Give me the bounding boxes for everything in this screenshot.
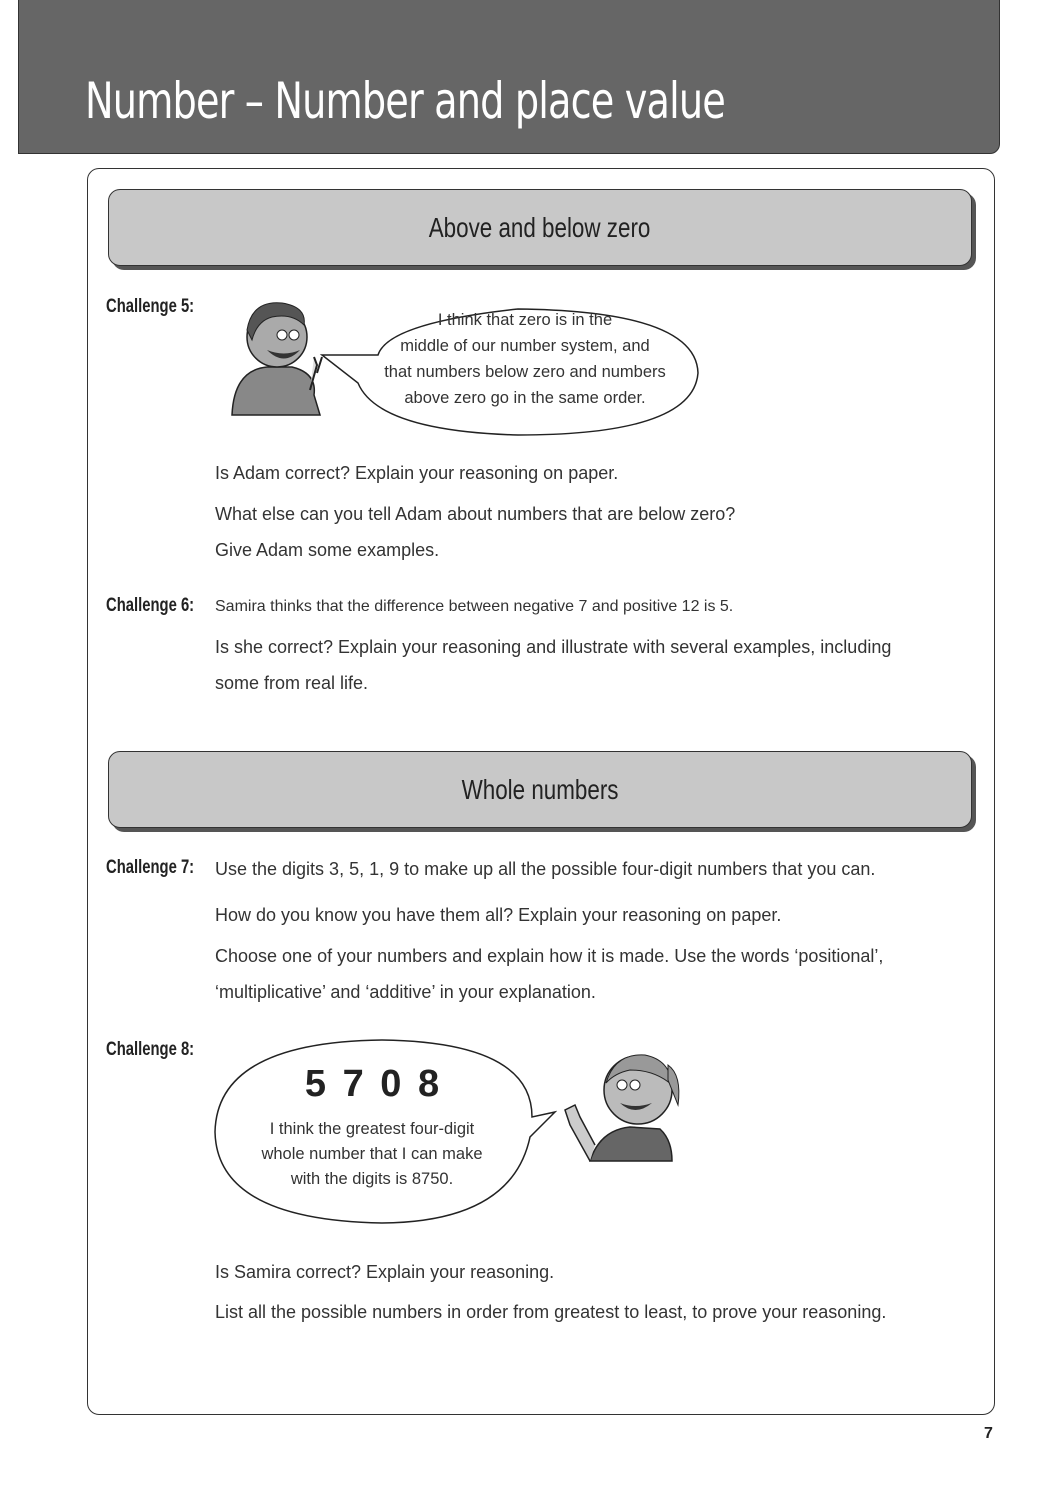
challenge-5-label: Challenge 5:	[106, 296, 195, 317]
challenge-5-question: Give Adam some examples.	[215, 540, 440, 560]
speech-line: middle of our number system, and	[400, 337, 650, 355]
section-title: Above and below zero	[429, 211, 651, 243]
speech-line: I think that zero is in the	[437, 311, 613, 329]
digit-cards: 5 7 0 8	[304, 1063, 440, 1105]
challenge-8-label: Challenge 8:	[106, 1039, 195, 1060]
page-title: Number – Number and place value	[85, 72, 725, 130]
challenge-7-label: Challenge 7:	[106, 857, 195, 878]
challenge-8-question: List all the possible numbers in order from greatest to least, to prove your reasoning.	[215, 1302, 887, 1322]
section-header-whole-numbers	[108, 751, 972, 828]
challenge-6-question: Is she correct? Explain your reasoning and illustrate with several examples, including	[215, 637, 892, 657]
speech-text-adam	[340, 307, 710, 411]
challenge-6-question: some from real life.	[215, 673, 369, 693]
challenge-7-question: ‘multiplicative’ and ‘additive’ in your explanation.	[215, 982, 596, 1002]
boy-illustration	[222, 295, 332, 417]
speech-line: with the digits is 8750.	[290, 1170, 454, 1188]
challenge-6-statement: Samira thinks that the difference between negative 7 and positive 12 is 5.	[215, 598, 734, 615]
speech-line: above zero go in the same order.	[404, 389, 646, 407]
challenge-7-question: How do you know you have them all? Explain your reasoning on paper.	[215, 905, 782, 925]
challenge-8-question: Is Samira correct? Explain your reasoning.	[215, 1262, 555, 1282]
page-number: 7	[984, 1425, 993, 1442]
challenge-6-label: Challenge 6:	[106, 595, 195, 616]
speech-line: I think the greatest four-digit	[269, 1120, 475, 1138]
challenge-5-question: Is Adam correct? Explain your reasoning on paper.	[215, 463, 619, 483]
section-header-above-below-zero	[108, 189, 972, 266]
girl-illustration	[560, 1045, 690, 1163]
speech-text-samira	[212, 1117, 532, 1192]
challenge-5-question: What else can you tell Adam about numbers that are below zero?	[215, 504, 736, 524]
challenge-7-question: Use the digits 3, 5, 1, 9 to make up all the possible four-digit numbers that you can.	[215, 859, 876, 879]
speech-line: whole number that I can make	[261, 1145, 483, 1163]
section-title: Whole numbers	[461, 773, 619, 805]
speech-line: that numbers below zero and numbers	[384, 363, 666, 381]
challenge-7-question: Choose one of your numbers and explain how it is made. Use the words ‘positional’,	[215, 946, 884, 966]
